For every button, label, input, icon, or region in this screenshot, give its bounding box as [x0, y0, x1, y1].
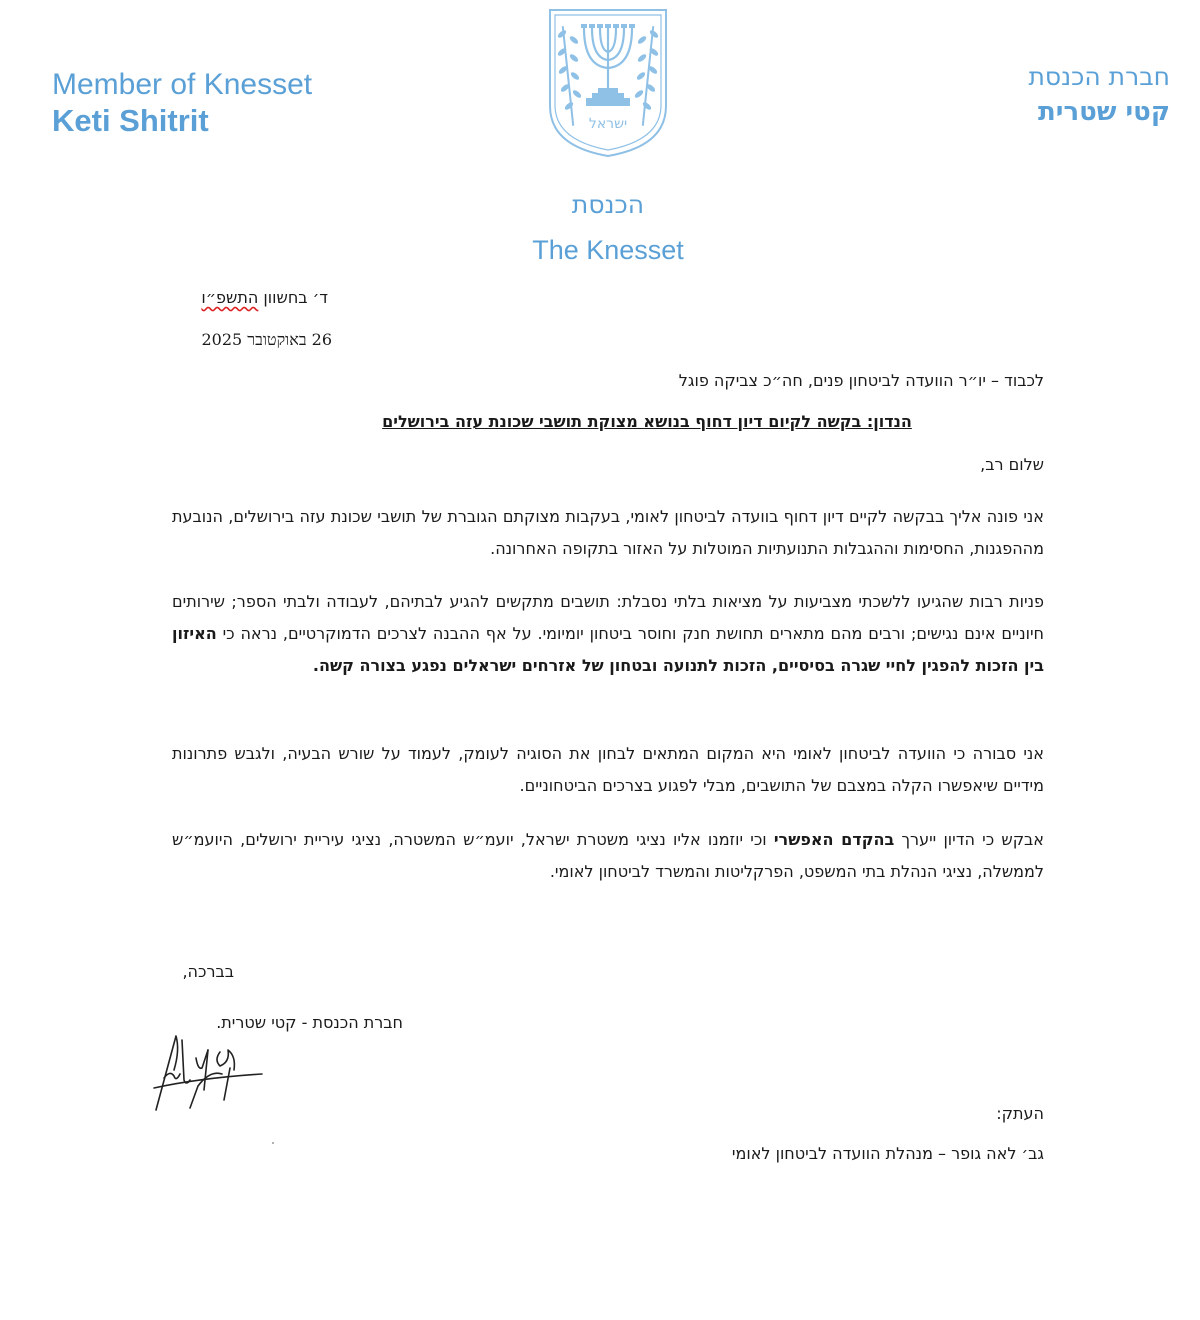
paragraph-2-bold-text: האיזון בין הזכות להפגין לחיי שגרה בסיסיים, הזכות לתנועה ובטחון של אזרחים ישראלים נפגע בצורה קשה. [172, 624, 1044, 675]
mk-name-hebrew-text: קטי שטרית [1038, 97, 1170, 127]
subject-line: הנדון: בקשה לקיום דיון דחוף בנושא מצוקת תושבי שכונת עזה בירושלים [382, 412, 912, 431]
handwritten-signature-icon [150, 1030, 268, 1116]
body-paragraph-4 [172, 824, 1044, 888]
paragraph-4-text-start: אבקש כי הדיון ייערך [894, 830, 1044, 849]
knesset-title-english: The Knesset [532, 235, 684, 265]
paragraph-4-text-end: וכי יוזמנו אליו נציגי משטרת ישראל, יועמ״ש המשטרה, נציגי עיריית ירושלים, היועמ״ש לממשלה, נציגי הנהלת בתי המשפט, הפרקליטות והמשרד לביטחון לאומי. [172, 830, 1044, 881]
mk-title-hebrew: חברת הכנסת [1028, 62, 1170, 91]
paragraph-4-bold-text: בהקדם האפשרי [773, 830, 895, 849]
date-hebrew [201, 288, 328, 307]
scan-speck [272, 1142, 274, 1144]
date-hebrew-prefix: ד׳ בחשוון [258, 288, 328, 307]
date-hebrew-year: התשפ״ו [201, 288, 259, 307]
knesset-title-hebrew: הכנסת [571, 190, 645, 219]
greeting: שלום רב, [980, 455, 1044, 474]
body-paragraph-2 [172, 586, 1044, 682]
date-gregorian: 26 באוקטובר 2025 [201, 330, 332, 349]
cc-recipient: גב׳ לאה גופר – מנהלת הוועדה לביטחון לאומי [731, 1144, 1044, 1163]
paragraph-2-text: פניות רבות שהגיעו ללשכתי מצביעות על מציאות בלתי נסבלת: תושבים מתקשים להגיע לבתיהם, לעבודה ולבתי הספר; שירותים חיוניים אינם נגישים; ורבים מהם מתארים תחושת חנק וחוסר ביטחון יומיומי. על אף ההבנה לצרכים הדמוקרטיים, נראה כי [172, 592, 1044, 643]
body-paragraph-3: אני סבורה כי הוועדה לביטחון לאומי היא המקום המתאים לבחון את הסוגיה לעומק, לעמוד על שורש הבעיה, ולגבש פתרונות מידיים שיאפשרו הקלה במצבם של התושבים, מבלי לפגוע בצרכים הביטחוניים. [172, 744, 1044, 795]
emblem-of-israel-icon [546, 6, 670, 158]
mk-name-english [52, 68, 312, 140]
cc-label: העתק: [996, 1104, 1044, 1123]
closing: בברכה, [182, 962, 234, 981]
mk-name-hebrew [1029, 60, 1171, 130]
mk-name-english-text: Keti Shitrit [52, 103, 209, 138]
addressee-line: לכבוד – יו״ר הוועדה לביטחון פנים, חה״כ צביקה פוגל [678, 371, 1044, 390]
signer-line: חברת הכנסת - קטי שטרית. [216, 1013, 403, 1032]
body-paragraph-1: אני פונה אליך בבקשה לקיים דיון דחוף בוועדה לביטחון לאומי, בעקבות מצוקתם הגוברת של תושבי שכונת עזה בירושלים, הנובעת מההפגנות, החסימות וההגבלות התנועתיות המוטלות על האזור בתקופה האחרונה. [172, 507, 1044, 558]
emblem-text: ישראל [588, 116, 628, 132]
mk-title-english: Member of Knesset [52, 68, 313, 101]
